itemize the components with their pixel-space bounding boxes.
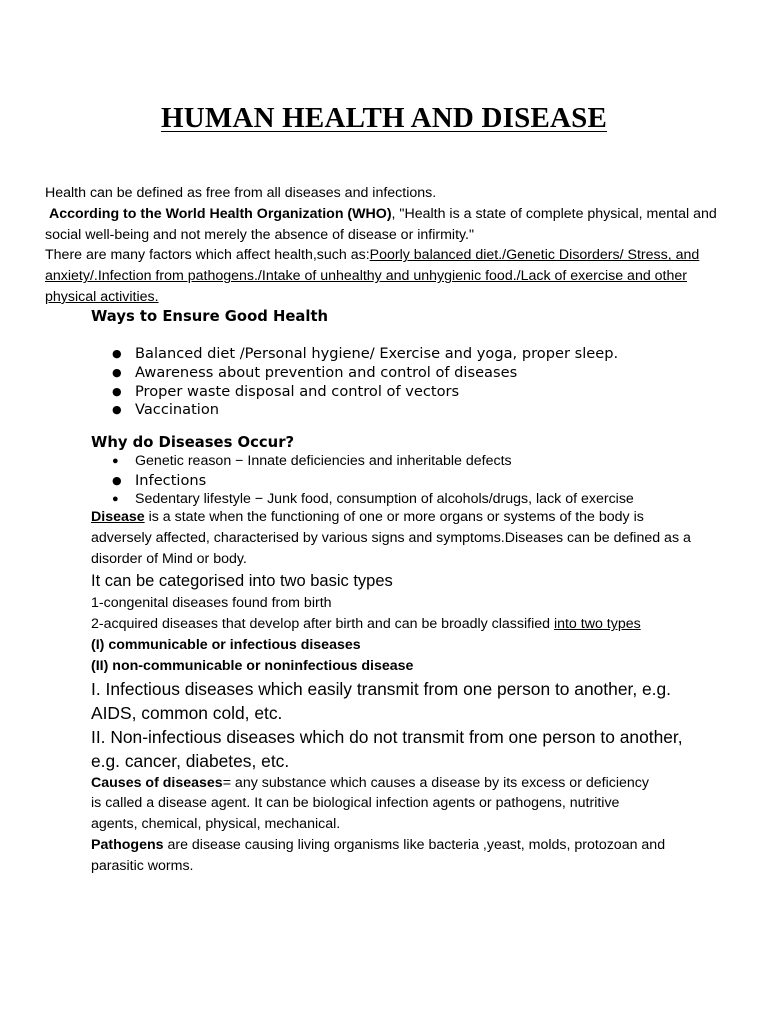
list-item-text: Infections <box>135 472 207 489</box>
bullet-icon: ● <box>112 403 122 417</box>
list-item-text: Proper waste disposal and control of vectors <box>135 382 460 400</box>
who-definition <box>45 204 725 246</box>
acquired-line <box>91 614 651 635</box>
who-label: According to the World Health Organization (WHO) <box>48 205 392 222</box>
ways-heading: Ways to Ensure Good Health <box>91 308 329 325</box>
pathogens-paragraph <box>91 835 681 877</box>
bullet-icon: ● <box>112 455 119 467</box>
pathogens-label: Pathogens <box>91 836 164 853</box>
acquired-lead: 2-acquired diseases that develop after birth and can be broadly classified <box>91 616 554 633</box>
factors-lead: There are many factors which affect health,such as: <box>45 247 370 264</box>
intro-section <box>45 183 725 308</box>
factors-paragraph <box>45 245 725 307</box>
factors-list: Poorly balanced diet./Genetic Disorders/ Stress, and anxiety/.Infection from pathogens./Intake of unhealthy and unhygienic food./Lack of exercise and other physical activities. <box>45 247 700 305</box>
bullet-icon: ● <box>112 384 122 398</box>
list-item-text: Awareness about prevention and control of diseases <box>135 363 518 381</box>
list-item <box>91 471 634 490</box>
list-item <box>91 345 618 364</box>
list-item-text: Genetic reason − Innate deficiencies and inheritable defects <box>135 453 512 469</box>
ways-list <box>91 345 618 420</box>
who-quote: , "Health is a state of complete physical, mental and social well-being and not merely the absence of disease or infirmity." <box>45 205 717 243</box>
bullet-icon: ● <box>112 347 122 360</box>
list-item-text: Vaccination <box>135 401 220 419</box>
acquired-types: into two types <box>553 616 641 633</box>
type-communicable: (I) communicable or infectious diseases <box>91 636 361 653</box>
infectious-paragraph: I. Infectious diseases which easily transmit from one person to another, e.g. AIDS, common cold, etc. <box>91 678 671 723</box>
list-item <box>91 364 618 383</box>
why-heading: Why do Diseases Occur? <box>91 434 295 451</box>
disease-definition-text: is a state when the functioning of one or more organs or systems of the body is adversely affected, characterised by various signs and symptoms.Diseases can be defined as a disorder of Mind or body. <box>91 509 691 567</box>
congenital-line: 1-congenital diseases found from birth <box>91 595 332 612</box>
bullet-icon: ● <box>112 493 119 505</box>
categorised-line: It can be categorised into two basic types <box>91 572 393 591</box>
pathogens-text: are disease causing living organisms like bacteria ,yeast, molds, protozoan and parasitic worms. <box>91 836 666 874</box>
list-item <box>91 383 618 402</box>
list-item-text: Sedentary lifestyle − Junk food, consumption of alcohols/drugs, lack of exercise <box>135 491 634 507</box>
list-item-text: Balanced diet /Personal hygiene/ Exercise and yoga, proper sleep. <box>135 345 619 362</box>
type-noncommunicable: (II) non-communicable or noninfectious disease <box>91 657 414 674</box>
page-title-text: HUMAN HEALTH AND DISEASE <box>160 102 608 134</box>
causes-label: Causes of diseases <box>91 774 223 791</box>
why-list <box>91 452 634 509</box>
disease-definition <box>91 507 691 569</box>
bullet-icon: ● <box>112 365 122 379</box>
disease-term: Disease <box>91 509 145 525</box>
page-title <box>0 102 768 135</box>
health-definition: Health can be defined as free from all diseases and infections. <box>45 185 437 201</box>
causes-text: = any substance which causes a disease by its excess or deficiency is called a disease agent. It can be biological infection agents or pathogens, nutritive agents, chemical, physical, mechanical. <box>91 774 649 833</box>
noninfectious-paragraph: II. Non-infectious diseases which do not transmit from one person to another, e.g. cancer, diabetes, etc. <box>91 726 683 771</box>
disease-section <box>91 507 691 877</box>
bullet-icon: ● <box>112 474 122 487</box>
list-item <box>91 401 618 420</box>
list-item <box>91 452 634 471</box>
causes-paragraph <box>91 773 661 835</box>
